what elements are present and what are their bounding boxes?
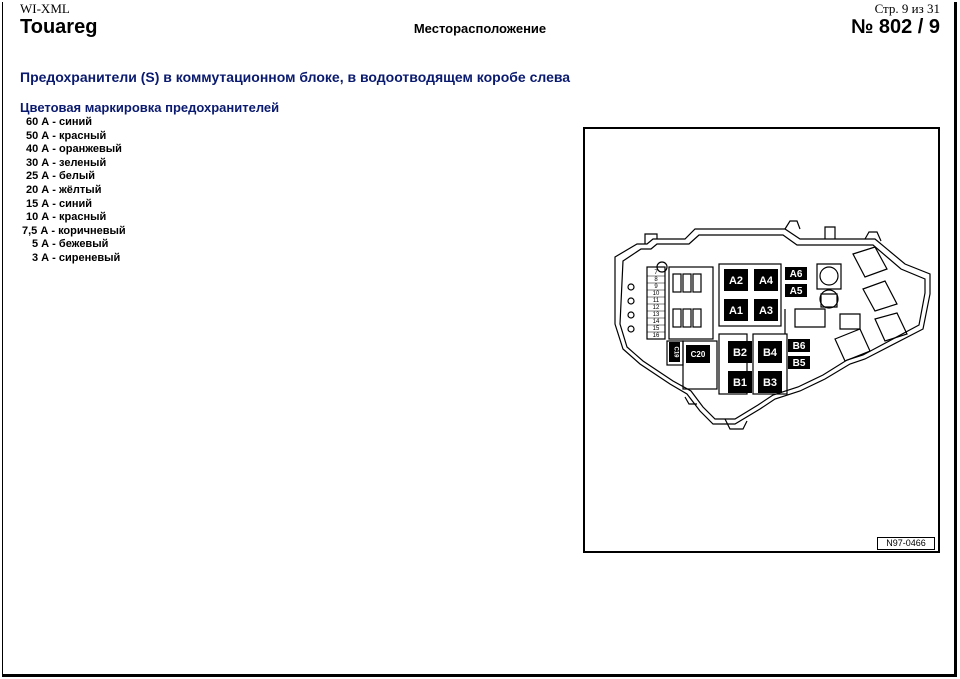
fuse-a5-label: A5 — [789, 286, 803, 297]
document-number: № 802 / 9 — [850, 16, 940, 38]
mini-fuse-number: 10 — [652, 291, 660, 297]
legend-item: 7,5 А - коричневый — [22, 224, 126, 237]
mini-fuse-number: 12 — [652, 305, 660, 311]
mini-fuse-number: 13 — [652, 312, 660, 318]
fuse-c20-label: C20 — [690, 350, 706, 359]
legend-item: 60 А - синий — [26, 116, 93, 128]
mini-fuse-number: 14 — [652, 319, 660, 325]
fuse-a4-label: A4 — [758, 275, 774, 287]
fuse-a3-label: A3 — [758, 305, 774, 317]
fuse-b5-label: B5 — [792, 358, 806, 369]
fuse-b2-label: B2 — [732, 347, 748, 359]
figure-code: N97-0466 — [877, 537, 935, 550]
legend-item: 20 А - жёлтый — [26, 183, 102, 196]
legend-item: 15 А - синий — [26, 197, 93, 210]
mini-fuse-number: 8 — [654, 277, 658, 283]
legend-item: 50 А - красный — [26, 129, 107, 142]
fuse-b6-label: B6 — [792, 341, 806, 352]
fuse-b3-label: B3 — [762, 377, 778, 389]
legend-item: 10 А - красный — [26, 211, 107, 224]
legend-item: 25 А - белый — [26, 170, 96, 183]
fuse-a2-label: A2 — [728, 275, 744, 287]
legend-item: 40 А - оранжевый — [26, 143, 122, 156]
legend-title: Цветовая маркировка предохранителей — [20, 100, 280, 115]
fuse-box-drawing — [585, 129, 938, 551]
fuse-a6-label: A6 — [789, 269, 803, 280]
mini-fuse-number: 16 — [652, 333, 660, 339]
mini-fuse-number: 15 — [652, 326, 660, 332]
fuse-color-legend — [20, 116, 126, 266]
legend-item: 5 А - бежевый — [32, 238, 109, 251]
fuse-box-diagram — [583, 127, 940, 553]
fuse-a1-label: A1 — [728, 305, 744, 317]
document-title: Месторасположение — [413, 21, 547, 36]
fuse-c19-label: C19 — [672, 346, 679, 358]
legend-item: 3 А - сиреневый — [32, 251, 121, 264]
section-title: Предохранители (S) в коммутационном блоке, в водоотводящем коробе слева — [20, 69, 571, 85]
app-name: WI-XML — [20, 1, 70, 16]
legend-item: 30 А - зеленый — [26, 156, 107, 169]
mini-fuse-number: 7 — [654, 270, 658, 276]
mini-fuse-number: 9 — [654, 284, 658, 290]
page-count: Стр. 9 из 31 — [874, 1, 940, 16]
vehicle-model: Touareg — [20, 16, 98, 38]
mini-fuse-number: 11 — [652, 298, 660, 304]
fuse-b4-label: B4 — [762, 347, 778, 359]
fuse-b1-label: B1 — [732, 377, 748, 389]
